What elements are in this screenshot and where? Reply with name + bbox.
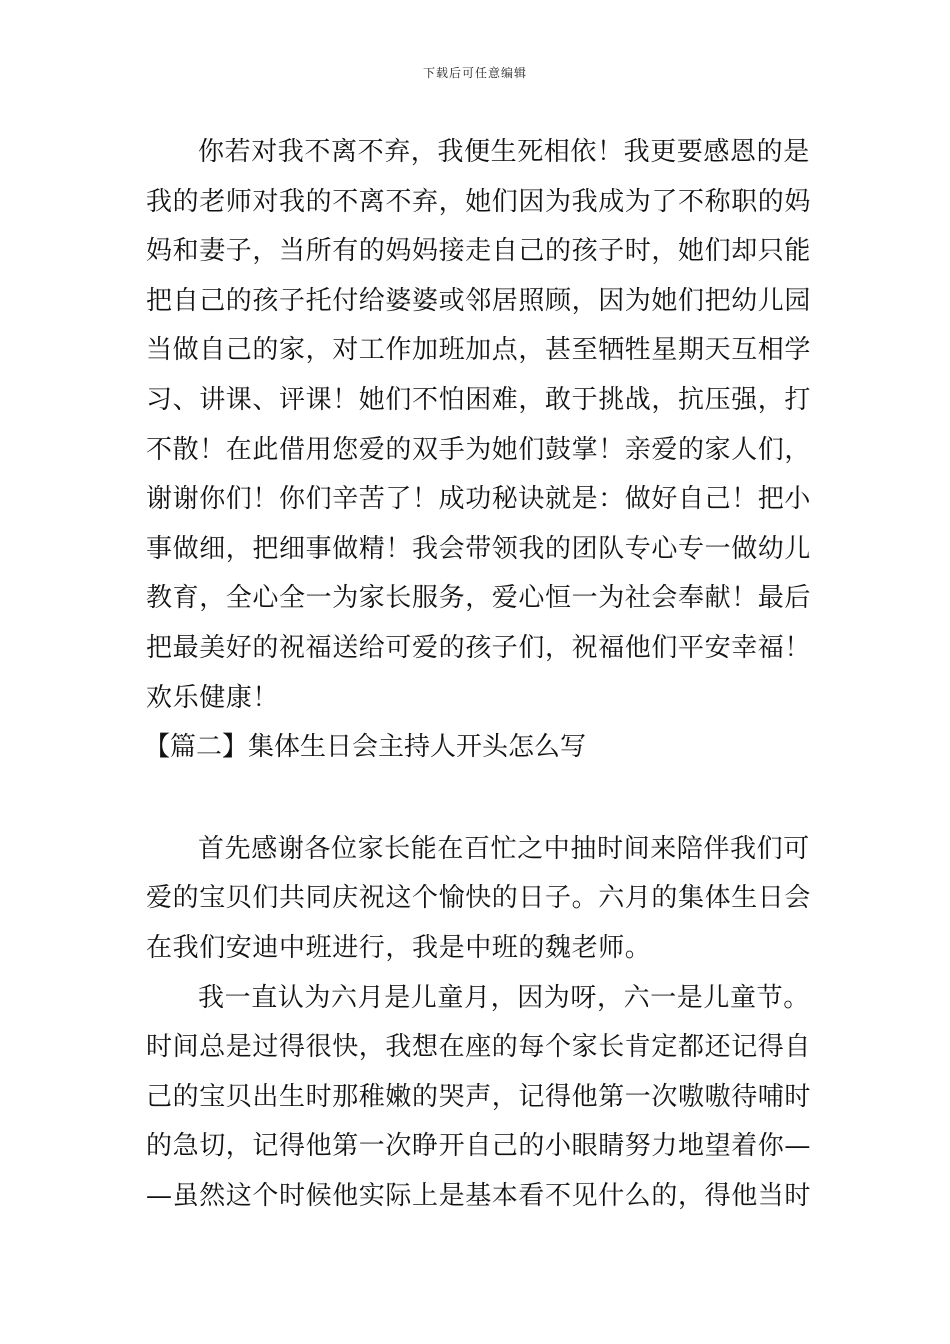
text-line: —虽然这个时候他实际上是基本看不见什么的，得他当时 bbox=[146, 1180, 812, 1211]
text-line: 谢谢你们！你们辛苦了！成功秘诀就是：做好自己！把小 bbox=[146, 484, 812, 515]
text-line: 首先感谢各位家长能在百忙之中抽时间来陪伴我们可 bbox=[198, 833, 810, 864]
text-line: 当做自己的家，对工作加班加点，甚至牺牲星期天互相学 bbox=[146, 335, 812, 366]
text-line: 不散！在此借用您爱的双手为她们鼓掌！亲爱的家人们， bbox=[146, 434, 812, 465]
text-line: 在我们安迪中班进行，我是中班的魏老师。 bbox=[146, 932, 652, 963]
text-line: 欢乐健康！ bbox=[146, 682, 280, 713]
paragraph-3 bbox=[146, 974, 810, 1222]
text-line: 我一直认为六月是儿童月，因为呀，六一是儿童节。 bbox=[198, 982, 810, 1013]
text-line: 的急切，记得他第一次睁开自己的小眼睛努力地望着你— bbox=[146, 1131, 812, 1162]
text-line: 己的宝贝出生时那稚嫩的哭声，记得他第一次嗷嗷待哺时 bbox=[146, 1081, 812, 1112]
text-line: 把自己的孩子托付给婆婆或邻居照顾，因为她们把幼儿园 bbox=[146, 285, 812, 316]
text-line: 时间总是过得很快，我想在座的每个家长肯定都还记得自 bbox=[146, 1032, 812, 1063]
section-heading: 【篇二】集体生日会主持人开头怎么写 bbox=[144, 732, 587, 763]
text-line: 事做细，把细事做精！我会带领我的团队专心专一做幼儿 bbox=[146, 533, 812, 564]
spacer bbox=[146, 773, 810, 825]
paragraph-2 bbox=[146, 825, 810, 974]
text-line: 教育，全心全一为家长服务，爱心恒一为社会奉献！最后 bbox=[146, 583, 812, 614]
header-note: 下载后可任意编辑 bbox=[422, 66, 527, 80]
text-line: 妈和妻子，当所有的妈妈接走自己的孩子时，她们却只能 bbox=[146, 236, 812, 267]
document-body bbox=[146, 128, 810, 1221]
text-line: 爱的宝贝们共同庆祝这个愉快的日子。六月的集体生日会 bbox=[146, 883, 812, 914]
text-line: 我的老师对我的不离不弃，她们因为我成为了不称职的妈 bbox=[146, 186, 812, 217]
text-line: 把最美好的祝福送给可爱的孩子们，祝福他们平安幸福！ bbox=[146, 632, 812, 663]
text-line: 你若对我不离不弃，我便生死相依！我更要感恩的是 bbox=[198, 137, 810, 167]
paragraph-1 bbox=[146, 128, 810, 723]
text-line: 习、讲课、评课！她们不怕困难，敢于挑战，抗压强，打 bbox=[146, 384, 812, 415]
